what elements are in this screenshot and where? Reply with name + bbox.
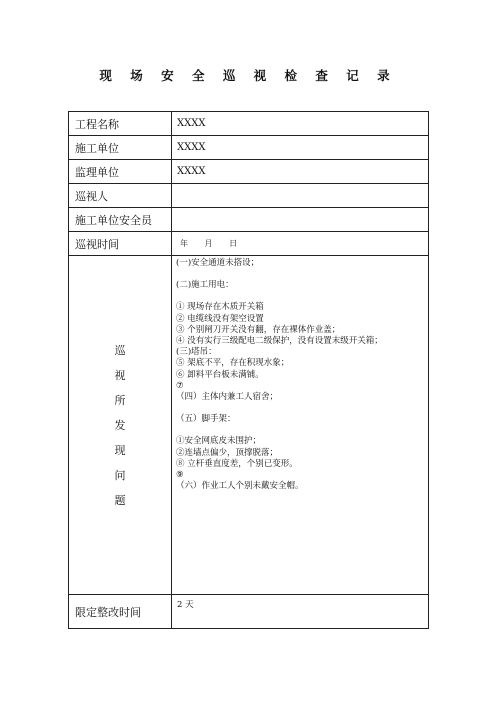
finding-line: (三)塔吊： — [176, 347, 217, 358]
findings-label-char: 视 — [114, 368, 126, 382]
inspection-form — [68, 111, 429, 629]
finding-line: （五）脚手架： — [176, 414, 236, 425]
row-inspection-time — [69, 232, 429, 256]
finding-line: ③ 个别闸刀开关没有翻，存在裸体作业盖； — [176, 324, 341, 335]
finding-spacer — [176, 425, 424, 436]
row-inspector — [69, 184, 429, 208]
deadline-label: 限定整改时间 — [69, 595, 172, 629]
finding-line: ⑦ — [176, 380, 184, 391]
finding-line: ①安全网底皮未围护； — [176, 436, 262, 447]
finding-spacer — [176, 291, 424, 302]
row-supervision-unit — [69, 160, 429, 184]
finding-line: ④ 没有实行三级配电二级保护，没有设置末级开关箱； — [176, 336, 383, 347]
findings-label-char: 现 — [114, 443, 126, 457]
supervision-unit-label: 监理单位 — [69, 160, 172, 184]
project-name-label: 工程名称 — [69, 112, 172, 136]
inspector-value — [172, 184, 429, 208]
finding-line: ② 电缆线没有架空设置 — [176, 313, 264, 324]
finding-line: (一)安全通道未搭设； — [176, 258, 260, 268]
safety-officer-label: 施工单位安全员 — [69, 208, 172, 232]
findings-label-char: 发 — [114, 418, 126, 432]
findings-details — [172, 256, 429, 595]
finding-line: ⑥ 卸料平台板未满铺。 — [176, 369, 264, 380]
day-label: 日 — [229, 239, 238, 248]
findings-label-char: 题 — [114, 493, 126, 507]
finding-spacer — [176, 403, 424, 414]
construction-unit-value: XXXX — [172, 136, 429, 160]
finding-line: ②连墙点偏少，顶撑脱落； — [176, 447, 279, 458]
finding-line: ⑧ 立杆垂直度差，个别已变形。 — [176, 458, 298, 469]
row-project-name — [69, 112, 429, 136]
page-title: 现 场 安 全 巡 视 检 查 记 录 — [99, 68, 397, 83]
finding-line: ⑤ 架底不平，存在积现水象； — [176, 358, 290, 369]
finding-line: ⑨ — [176, 470, 184, 481]
findings-label-char: 问 — [114, 468, 126, 482]
construction-unit-label: 施工单位 — [69, 136, 172, 160]
findings-label-char: 巡 — [114, 343, 126, 357]
row-safety-officer — [69, 208, 429, 232]
supervision-unit-value: XXXX — [172, 160, 429, 184]
year-label: 年 — [180, 239, 188, 248]
inspection-time-label: 巡视时间 — [69, 232, 172, 256]
project-name-value: XXXX — [172, 112, 429, 136]
finding-spacer — [176, 269, 424, 280]
safety-officer-value — [172, 208, 429, 232]
findings-label-char: 所 — [114, 393, 126, 407]
finding-line: ① 现场存在木质开关箱 — [176, 302, 264, 313]
row-deadline — [69, 595, 429, 629]
row-construction-unit — [69, 136, 429, 160]
finding-line: (二)施工用电： — [176, 280, 234, 291]
finding-line: （六）作业工人个别未戴安全帽。 — [176, 481, 304, 492]
inspection-time-value — [172, 232, 429, 256]
inspector-label: 巡视人 — [69, 184, 172, 208]
month-label: 月 — [204, 239, 213, 248]
findings-label — [69, 256, 172, 595]
row-findings — [69, 256, 429, 595]
finding-line: （四）主体内兼工人宿舍； — [176, 392, 279, 403]
deadline-value: 2 天 — [172, 595, 429, 629]
